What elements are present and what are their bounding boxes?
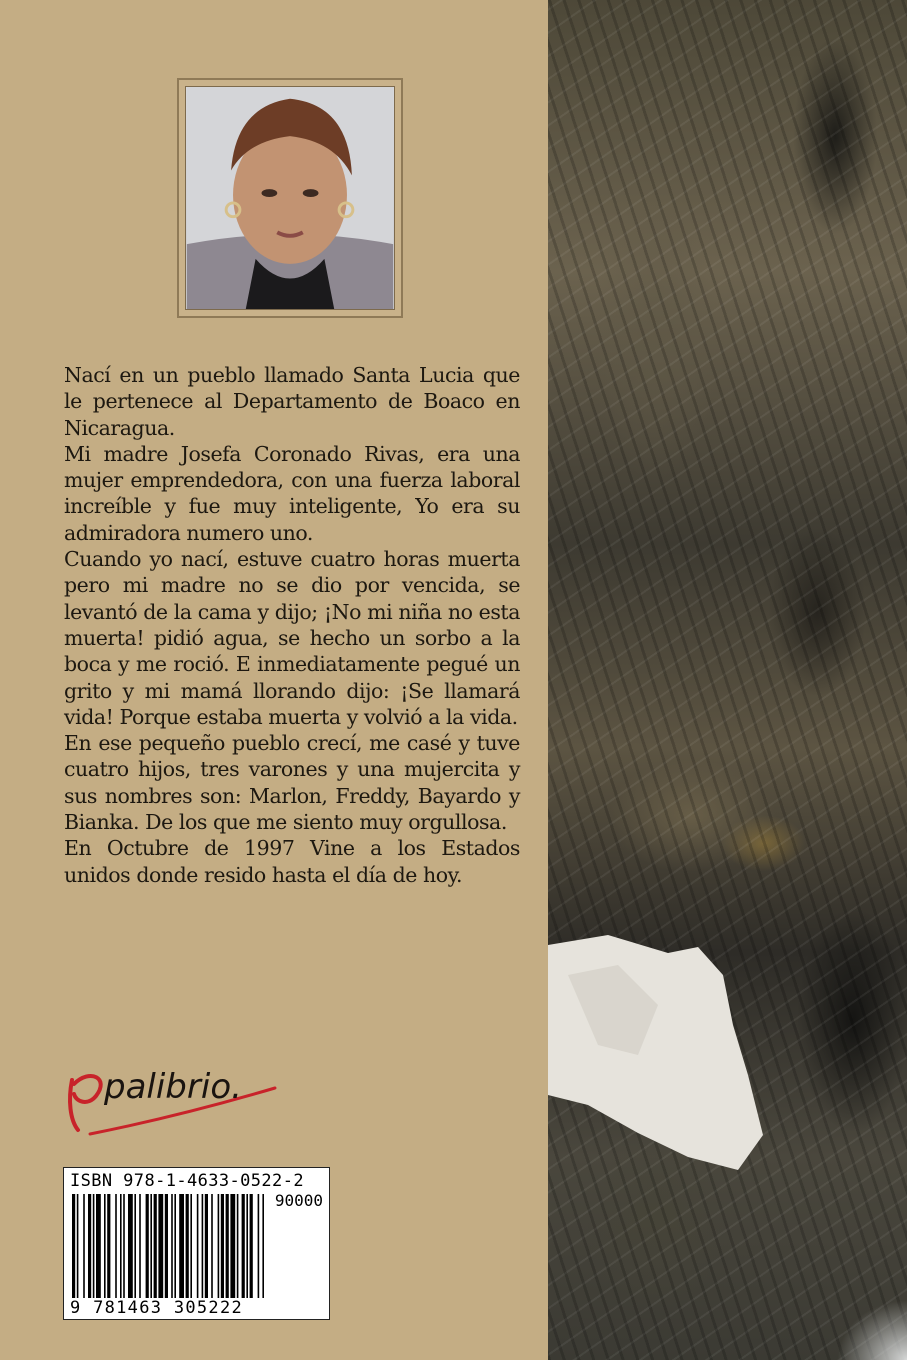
barcode-bar [205,1194,208,1298]
isbn-barcode [63,1167,330,1320]
barcode-bar [120,1194,122,1298]
mist-corner [837,1300,907,1360]
ean-digits: 9 781463 305222 [70,1298,244,1318]
palibrio-logo-text: palibrio. [104,1067,242,1107]
barcode-bar [154,1194,157,1298]
barcode-bar [72,1194,75,1298]
author-photo-illustration [186,87,394,309]
barcode-bar [262,1194,264,1298]
barcode-bar [150,1194,152,1298]
rock-cliff-photo [548,0,907,1360]
snow-patch [548,935,768,1175]
barcode-bar [146,1194,149,1298]
author-portrait-frame [177,78,403,318]
barcode-bar [179,1194,184,1298]
barcode-bar [107,1194,110,1298]
barcode-bar [139,1194,141,1298]
barcode-bar [258,1194,260,1298]
barcode-bar [165,1194,168,1298]
barcode-bar [174,1194,176,1298]
barcode-bar [250,1194,253,1298]
barcode-bar [202,1194,204,1298]
barcode-bar [128,1194,133,1298]
barcode-bar [186,1194,189,1298]
barcode-bar [134,1194,136,1298]
barcode-bar [242,1194,245,1298]
barcode-bar [115,1194,117,1298]
barcode-bar [230,1194,235,1298]
bio-paragraph: En ese pequeño pueblo crecí, me casé y tuve cuatro hijos, tres varones y una mujercita y sus nombres son: Marlon, Freddy, Bayardo y Bianka. De los que me siento muy orgullosa. [64,731,520,835]
barcode-bars [72,1194,324,1298]
barcode-bar [123,1194,125,1298]
palibrio-logo [60,1050,290,1140]
barcode-bar [197,1194,199,1298]
barcode-bar [190,1194,192,1298]
barcode-bar [88,1194,91,1298]
palibrio-logo-mark [60,1050,290,1140]
barcode-bar [171,1194,173,1298]
barcode-bar [83,1194,85,1298]
bio-paragraph: En Octubre de 1997 Vine a los Estados unidos donde resido hasta el día de hoy. [64,836,520,887]
barcode-bar [77,1194,79,1298]
author-biography [64,362,520,888]
barcode-bar [96,1194,101,1298]
barcode-bar [226,1194,229,1298]
barcode-bar [237,1194,239,1298]
price-code: 90000 [274,1191,323,1210]
barcode-bar [218,1194,220,1298]
bio-paragraph: Mi madre Josefa Coronado Rivas, era una mujer emprendedora, con una fuerza laboral increíble y fue muy inteligente, Yo era su admiradora numero uno. [64,441,520,545]
barcode-bar [158,1194,163,1298]
barcode-bar [211,1194,213,1298]
author-portrait [185,86,395,310]
isbn-label: ISBN 978-1-4633-0522-2 [70,1171,304,1191]
bio-paragraph: Cuando yo nací, estuve cuatro horas muerta pero mi madre no se dio por vencida, se levantó de la cama y dijo; ¡No mi niña no esta muerta! pidió agua, se hecho un sorbo a la boca y me roció. E inmediatamente pegué un grito y mi mamá llorando dijo: ¡Se llamará vida! Porque estaba muerta y volvió a la vida. [64,547,520,729]
bio-paragraph: Nací en un pueblo llamado Santa Lucia que le pertenece al Departamento de Boaco en Nicaragua. [64,363,520,440]
barcode-bar [221,1194,224,1298]
barcode-bar [246,1194,248,1298]
barcode-bar [104,1194,106,1298]
barcode-bar [93,1194,95,1298]
